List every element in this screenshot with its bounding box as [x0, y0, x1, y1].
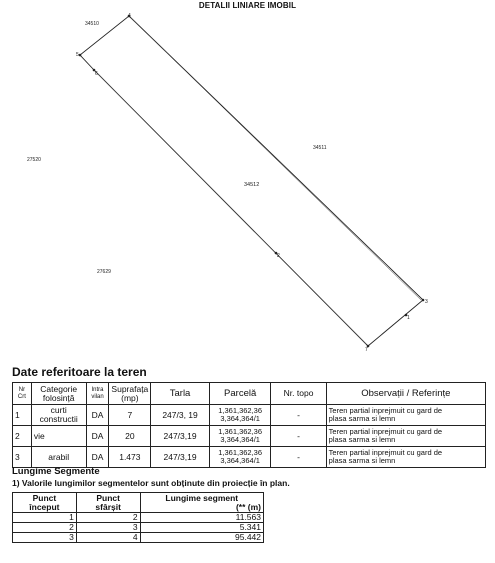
point-label: 6 [95, 71, 98, 77]
cell-tarla: 247/3,19 [151, 447, 210, 468]
plan-title: DETALII LINIARE IMOBIL [198, 1, 297, 10]
point-label: 5 [76, 52, 79, 58]
parcel-number-right: 34511 [313, 145, 327, 151]
cell-end: 3 [76, 522, 140, 532]
header-nr-topo: Nr. topo [271, 383, 326, 405]
parcel-inner-line-2 [96, 72, 366, 344]
parcel-number-top: 34510 [85, 21, 99, 27]
header-categorie: Categorie folosință [31, 383, 86, 405]
cell-intravilan: DA [86, 405, 109, 426]
cell-end: 4 [76, 532, 140, 542]
cell-start: 1 [13, 513, 77, 523]
cell-categorie: arabil [31, 447, 86, 468]
cell-observatii: Teren partial inprejmuit cu gard de plasa sarma si lemn [326, 426, 485, 447]
cell-nr: 2 [13, 426, 32, 447]
land-table-header [13, 383, 486, 405]
cell-length: 5.341 [140, 522, 263, 532]
parcel-inner-line [131, 18, 421, 300]
table-row [13, 522, 264, 532]
header-length: Lungime segment (** (m) [140, 493, 263, 513]
cell-suprafata: 7 [109, 405, 151, 426]
cell-parcela: 1,361,362,36 3,364,364/1 [209, 405, 271, 426]
parcel-number-center: 34512 [244, 182, 260, 188]
cell-nr: 3 [13, 447, 32, 468]
header-observatii: Observații / Referințe [326, 383, 485, 405]
parcel-outline [80, 16, 423, 346]
cell-observatii: Teren partial inprejmuit cu gard de plasa sarma si lemn [326, 405, 485, 426]
table-row [13, 513, 264, 523]
cell-parcela: 1,361,362,36 3,364,364/1 [209, 447, 271, 468]
point-label: 3 [425, 299, 428, 305]
cell-start: 3 [13, 532, 77, 542]
cell-start: 2 [13, 522, 77, 532]
cell-nr-topo: - [271, 426, 326, 447]
parcel-number-bottom-left: 27629 [97, 269, 111, 275]
header-intravilan: Intra vilan [86, 383, 109, 405]
header-start-point: Punct început [13, 493, 77, 513]
header-end-point: Punct sfârșit [76, 493, 140, 513]
point-label: 2 [277, 253, 280, 259]
vertex-marker [79, 54, 82, 57]
vertex-marker [422, 299, 425, 302]
cell-tarla: 247/3, 19 [151, 405, 210, 426]
header-suprafata: Suprafața (mp) [109, 383, 151, 405]
segments-table-header [13, 493, 264, 513]
cell-parcela: 1,361,362,36 3,364,364/1 [209, 426, 271, 447]
parcel-number-left: 27520 [27, 157, 41, 163]
cell-intravilan: DA [86, 426, 109, 447]
cell-nr-topo: - [271, 405, 326, 426]
point-label: 1 [407, 315, 410, 321]
point-label: 7 [365, 347, 368, 353]
cell-tarla: 247/3,19 [151, 426, 210, 447]
cell-categorie: vie [31, 426, 86, 447]
cell-length: 11.563 [140, 513, 263, 523]
header-nr: Nr Crt [13, 383, 32, 405]
segments-title: Lungime Segmente [12, 466, 100, 477]
table-row [13, 405, 486, 426]
table-row [13, 532, 264, 542]
land-table [12, 382, 486, 468]
table-row [13, 426, 486, 447]
header-tarla: Tarla [151, 383, 210, 405]
segments-note: 1) Valorile lungimilor segmentelor sunt obținute din proiecție în plan. [12, 478, 290, 488]
segments-table [12, 492, 264, 543]
header-parcela: Parcelă [209, 383, 271, 405]
cell-suprafata: 1.473 [109, 447, 151, 468]
cell-nr-topo: - [271, 447, 326, 468]
land-section-title: Date referitoare la teren [12, 365, 147, 379]
parcel-plan [0, 12, 495, 362]
cell-end: 2 [76, 513, 140, 523]
cell-observatii: Teren partial inprejmuit cu gard de plasa sarma si lemn [326, 447, 485, 468]
cell-length: 95.442 [140, 532, 263, 542]
table-row [13, 447, 486, 468]
cell-nr: 1 [13, 405, 32, 426]
cell-categorie: curti constructii [31, 405, 86, 426]
cell-intravilan: DA [86, 447, 109, 468]
cell-suprafata: 20 [109, 426, 151, 447]
point-label: 4 [128, 13, 131, 19]
